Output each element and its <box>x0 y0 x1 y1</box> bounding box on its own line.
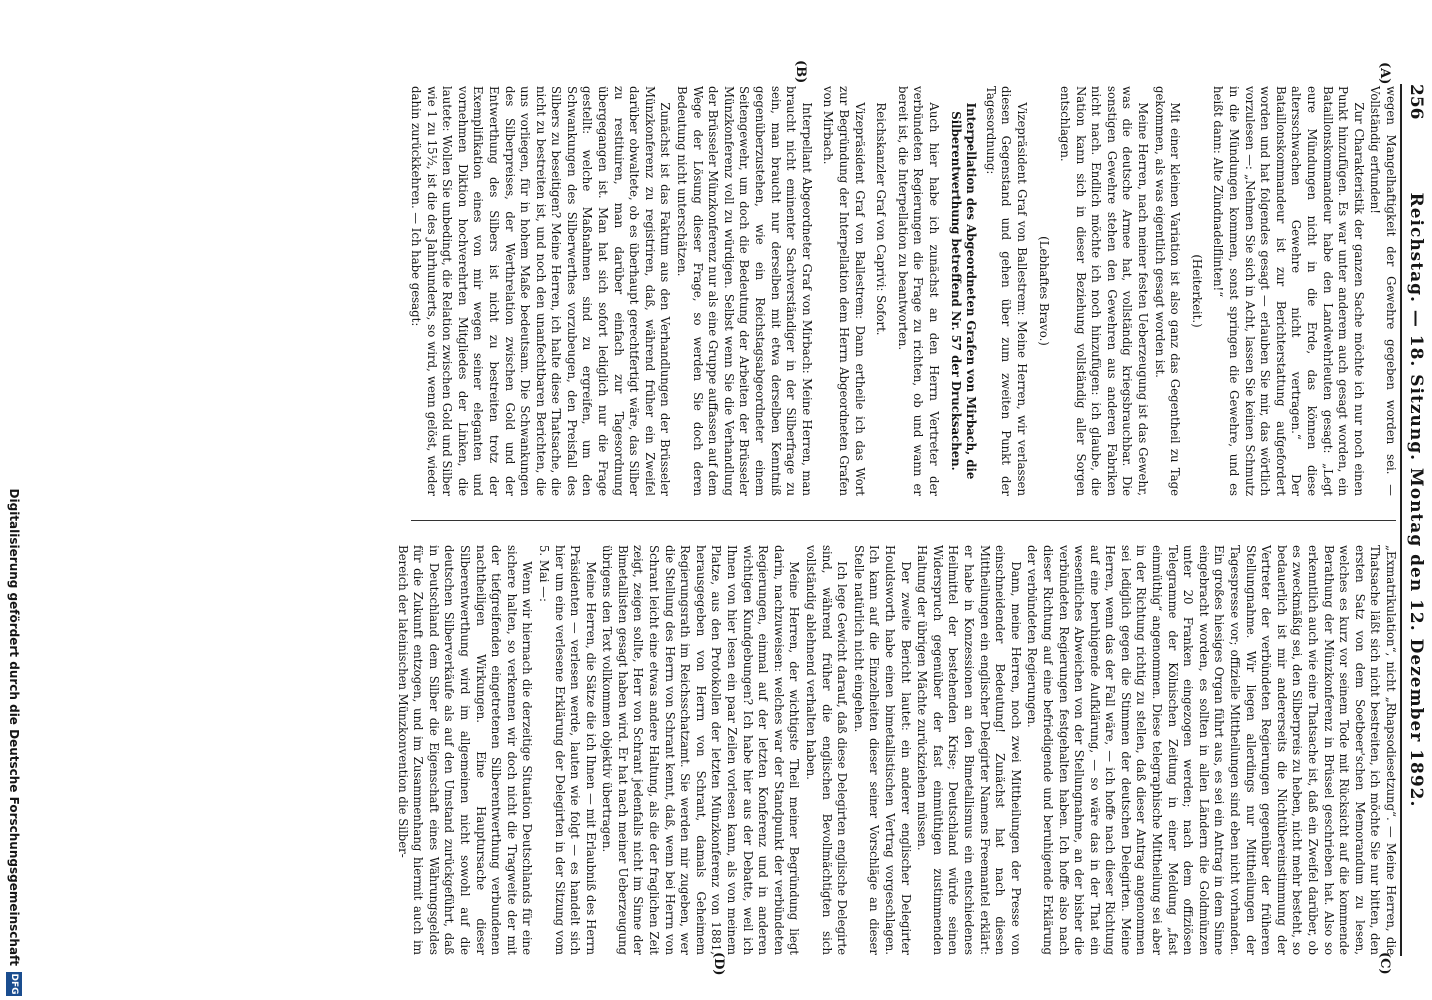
paragraph: Meine Herren, nach meiner festen Ueberzeugung ist das Gewehr, was die deutsche Armee hat, vollständig kriegsbrauchbar. Die sonstigen Gewehre stehen den Gewehren aus anderen Fabriken nicht nach. Endlich möchte ich noch hinzufügen: ich glaube, die Nation kann sich in dieser Beziehung vollständig aller Sorgen entschlagen. <box>1058 86 1151 496</box>
credit-text: Digitalisierung gefördert durch die Deutsche Forschungsgemeinschaft <box>7 488 21 966</box>
paragraph: Ich lege Gewicht darauf, daß diese Delegirten englische Delegirte sind, während früher die englischen Bevollmächtigten sich vollständig ablehnend verhalten haben. <box>804 545 850 955</box>
speaker-paragraph: Vizepräsident Graf von Ballestrem: Meine Herren, wir verlassen diesen Gegenstand und gehen über zum zweiten Punkt der Tagesordnung: <box>983 86 1029 496</box>
paragraph: Auch hier habe ich zunächst an den Herrn Vertreter der verbündeten Regierungen die Frage zu richten, ob und wann er bereit ist, die Interpellation zu beantworten. <box>895 86 941 496</box>
paragraph: Zur Charakteristik der ganzen Sache möchte ich nur noch einen Punkt hinzufügen. Es war unter anderem auch gesagt worden, ein Bataillonskommandeur habe den Landwehrleuten gesagt: „Legt eure Mündungen nicht in die Erde, das können diese altersschwachen Gewehre nicht vertragen.“ Der Bataillonskommandeur ist zur Berichterstattung aufgefordert worden und hat folgendes gesagt — erlauben Sie mir, das wörtlich vorzulesen —: „Nehmen Sie sich in Acht, lassen Sie keinen Schmutz in die Mündungen kommen, sonst springen die Gewehre, und es heißt dann: Alte Zündnadelflinten!“ <box>1211 86 1366 496</box>
margin-mark-b: (B) <box>793 60 808 84</box>
right-column <box>393 545 1398 955</box>
digitization-credit <box>1 0 25 1000</box>
paragraph: Mit einer kleinen Variation ist also ganz das Gegentheil zu Tage gekommen, als was eigentlich gesagt worden ist. <box>1152 86 1183 496</box>
speaker-paragraph: Interpellant Abgeordneter Graf von Mirbach: Meine Herren, man braucht nicht eminenter Sachverständiger in der Silberfrage zu sein, man braucht nur derselben mit etwa derselben Kenntniß gegenüberzustehen, wie ein Reichstagsabgeordneter einem Seitengewehr, um doch die Bedeutung der Arbeiten der Brüsseler Münzkonferenz voll zu würdigen. Selbst wenn Sie die Verhandlung der Brüsseler Münzkonferenz nur als eine Gruppe auffassen auf dem Wege der Lösung dieser Frage, so werden Sie doch deren Bedeutung nicht unterschätzen. <box>675 86 814 496</box>
margin-mark-a: (A) <box>1377 62 1392 85</box>
agenda-heading: Interpellation des Abgeordneten Grafen von Mirbach, die Silberentwerthung betreffend Nr. 57 der Drucksachen. <box>948 102 979 480</box>
dfg-logo: DFG <box>6 972 22 996</box>
running-title: Reichstag. — 18. Sitzung. Montag den 12. Dezember 1892. <box>1406 192 1426 808</box>
paragraph: Dann, meine Herren, noch zwei Mittheilungen der Presse von einschneidender Bedeutung! Zunächst hat nach diesen Mittheilungen ein englischer Delegirter Namens Freemantel erklärt: er habe in Konzessionen an den Bimetallismus ein entschiedenes Heilmittel der bestehenden Krise; Deutschland würde seinen Widerspruch gegenüber der fast einmüthigen zustimmenden Haltung der übrigen Mächte zurückziehen müssen. <box>915 545 1023 955</box>
page-number: 256 <box>1406 84 1426 120</box>
column-separator <box>411 520 1396 521</box>
stage-direction: (Heiterkeit.) <box>1189 254 1204 328</box>
paragraph: Meine Herren, der wichtigste Theil meiner Begründung liegt darin, nachzuweisen: welches war der Standpunkt der verbündeten Regierungen, einmal auf der letzten Konferenz und in anderen wichtigen Kundgebungen? Ich habe hier aus der Debatte, weil ich Ihnen von hier lesen ein paar Zeilen vorlesen kann, als von meinem Platze, aus den Protokollen der letzten Münzkonferenz von 1881, herausgegeben von Herrn von Schrant, damals Geheimem Regierungsrath im Reichsschatzamt. Sie werden mir zugeben, wer die Stellung des Herrn von Schrant kennt, daß, wenn bei Herrn von Schrant leicht eine etwas andere Haltung, als die der fraglichen Zeit zeigt, zeigen sollte, Herr von Schrant jedenfalls nicht im Sinne der Bimetallisten gesagt haben wird. Er hat nach meiner Ueberzeugung übrigens den Text vollkommen objektiv übertragen. <box>600 545 802 955</box>
header-rule <box>1400 84 1402 956</box>
paragraph: Meine Herren, die Sätze die ich Ihnen — mit Erlaubniß des Herrn Präsidenten — verlesen werde, lauten wie folgt — es handelt sich hier um eine verlesene Erklärung der Delegirten in der Sitzung vom 5. Mai —: <box>536 545 598 955</box>
paragraph: Der zweite Bericht lautet: ein anderer englischer Delegirter Houldsworth habe einen bimetallistischen Vertrag vorgeschlagen. Ich kann auf die Einzelheiten dieser seiner Vorschläge an dieser Stelle natürlich nicht eingehen. <box>851 545 913 955</box>
speaker-paragraph: Reichskanzler Graf von Caprivi: Sofort. <box>874 102 889 336</box>
paragraph: wegen Mangelhaftigkeit der Gewehre gegeben worden sei. — Vollständig erfunden! <box>1368 86 1398 496</box>
left-column <box>406 86 1398 496</box>
stage-direction: (Lebhaftes Bravo.) <box>1036 236 1051 346</box>
paragraph: Zunächst ist das Faktum aus den Verhandlungen der Brüsseler Münzkonferenz zu registriren, daß, während früher ein Zweifel darüber obwaltete, ob es überhaupt gerechtfertigt wäre, das Silber zu restituiren, man darüber einfach zur Tagesordnung übergegangen ist. Man hat sich sofort lediglich nur die Frage gestellt: welche Maßnahmen sind zu ergreifen, um den Schwankungen des Silberwerthes vorzubeugen, den Preisfall des Silbers zu beseitigen? Meine Herren, ich halte diese Thatsache, die nicht zu bestreiten ist, und noch den unanfechtbaren Berichten, die uns vorliegen, für in hohem Maße bedeutsam. Die Schwankungen des Silberpreises, der Werthrelation zwischen Gold und der Entwerthung des Silbers ist nicht zu bestreiten trotz der Exemplifikation eines von mir wegen seiner eleganten und vornehmen Diktion hochverehrten Mitgliedes der Linken, die lautete: Wollen Sie unbedingt, die Relation zwischen Gold und Silber wie 1 zu 15½, ist die des Jahrhunderts, so wird, wenn gelöst, wieder dahin zurückkehren. — Ich habe gesagt: <box>408 86 673 496</box>
speaker-paragraph: Vizepräsident Graf von Ballestrem: Dann ertheile ich das Wort zur Begründung der Interpellation dem Herrn Abgeordneten Grafen von Mirbach. <box>821 86 867 496</box>
margin-mark-c: (C) <box>1377 952 1392 975</box>
margin-mark-d: (D) <box>711 952 726 976</box>
paragraph: „Exmatrikulation“, nicht „Rhapsodiesetzung“. — Meine Herren, die Thatsache läßt sich nicht bestreiten, ich möchte Sie nur bitten, den ersten Satz von dem Soetbeer'schen Memorandum zu lesen, welches es kurz vor seinem Tode mit Rücksicht auf die kommende Berathung der Münzkonferenz in Brüssel geschrieben hat. Also so erkenntlich auch wie eine Thatsache ist, daß ein Zweifel darüber, ob es zweckmäßig sei, den Silberpreis zu heben, nicht mehr besteht, so bedauerlich ist mir andererseits die Nichtübereinstimmung der Vertreter der verbündeten Regierungen gegenüber der früheren Stellungnahme. Wir liegen allerdings nur Mittheilungen der Tagespresse vor; offizielle Mittheilungen sind eben nicht vorhanden. Ein großes hiesiges Organ führt aus, es sei ein Antrag in dem Sinne eingebracht worden, es sollten in allen Ländern die Goldmünzen unter 20 Franken eingezogen werden; nach dem offiziösen Telegramme der Kölnischen Zeitung in einer Meldung „fast einmüthig“ angenommen. Diese telegraphische Mittheilung sei aber in der Richtung richtig zu stellen, daß dieser Antrag angenommen sei lediglich gegen die Stimmen der deutschen Delegirten. Meine Herren, wenn das der Fall wäre, — ich hoffe nach dieser Richtung auf eine beruhigende Aufklärung, — so wäre das in der That ein wesentliches Abweichen von der Stellungnahme, an der bisher die verbündeten Regierungen festgehalten haben. Ich hoffe also nach dieser Richtung auf eine befriedigende und beruhigende Erklärung der verbündeten Regierungen. <box>1025 545 1398 955</box>
quoted-passage: Wenn wir hiernach die derzeitige Situation Deutschlands für eine sichere halten, so verkennen wir doch nicht die Tragweite der mit der tiefgreifenden eingetretenen Silberentwerthung verbundenen nachtheiligen Wirkungen. Eine Hauptursache dieser Silberentwerthung wird im allgemeinen nicht sowohl auf die deutschen Silberverkäufe als auf den Umstand zurückgeführt, daß in Deutschland dem Silber die Eigenschaft eines Währungsgeldes für die Zukunft entzogen, und im Zusammenhang hiermit auch im Bereich der lateinischen Münzkonvention die Silber- <box>395 545 535 955</box>
